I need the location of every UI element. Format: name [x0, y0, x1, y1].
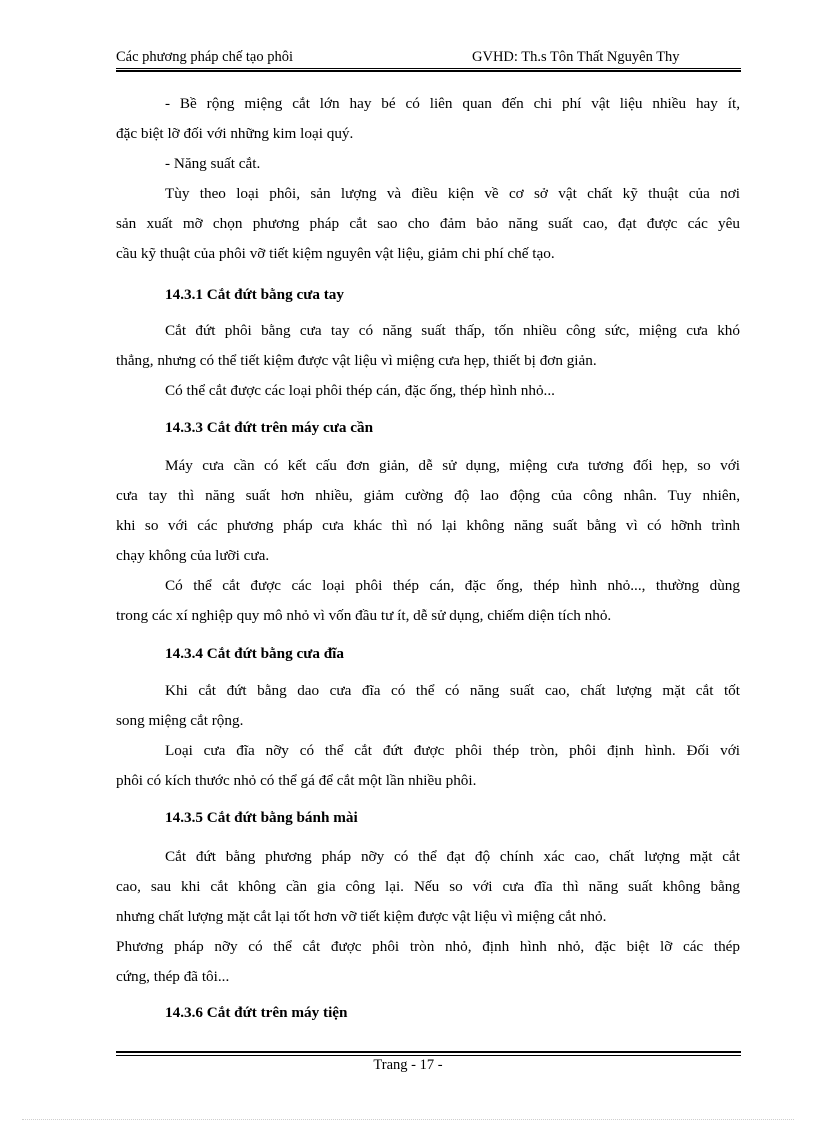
section-heading: 14.3.6 Cắt đứt trên máy tiện: [165, 1004, 348, 1021]
paragraph-line: Phương pháp nỡy có thể cắt được phôi tròn nhỏ, định hình nhỏ, đặc biệt lỡ các thép: [116, 938, 740, 955]
header-title: Các phương pháp chế tạo phôi: [116, 49, 293, 65]
header-rule-thick: [116, 70, 741, 72]
paragraph-line: cưa tay thì năng suất hơn nhiều, giảm cường độ lao động của công nhân. Tuy nhiên,: [116, 487, 740, 504]
header-rule-thin: [116, 68, 741, 69]
paragraph-line: cứng, thép đã tôi...: [116, 968, 230, 985]
paragraph-line: cao, sau khi cắt không cần gia công lại. Nếu so với cưa đĩa thì năng suất không bằng: [116, 878, 740, 895]
paragraph-line: Cắt đứt phôi bằng cưa tay có năng suất thấp, tốn nhiều công sức, miệng cưa khó: [165, 322, 740, 339]
paragraph-line: sản xuất mỡ chọn phương pháp cắt sao cho đảm bảo năng suất cao, đạt được các yêu: [116, 215, 740, 232]
paragraph-line: - Năng suất cắt.: [165, 155, 261, 172]
section-heading: 14.3.5 Cắt đứt bằng bánh mài: [165, 809, 358, 826]
paragraph-line: nhưng chất lượng mặt cắt lại tốt hơn vỡ tiết kiệm được vật liệu vì miệng cắt nhỏ.: [116, 908, 607, 925]
paragraph-line: Tùy theo loại phôi, sản lượng và điều kiện về cơ sở vật chất kỹ thuật của nơi: [165, 185, 740, 202]
section-heading: 14.3.4 Cắt đứt bằng cưa đĩa: [165, 645, 344, 662]
paragraph-line: Cắt đứt bằng phương pháp nỡy có thể đạt độ chính xác cao, chất lượng mặt cắt: [165, 848, 740, 865]
paragraph-line: phôi có kích thước nhỏ có thể gá để cắt một lần nhiều phôi.: [116, 772, 477, 789]
section-heading: 14.3.1 Cắt đứt bằng cưa tay: [165, 286, 344, 303]
paragraph-line: khi so với các phương pháp cưa khác thì nó lại không năng suất bằng vì có hỡnh trình: [116, 517, 740, 534]
page-header: [116, 49, 741, 69]
page-number: Trang - 17 -: [373, 1057, 443, 1073]
paragraph-line: trong các xí nghiệp quy mô nhỏ vì vốn đầu tư ít, dễ sử dụng, chiếm diện tích nhỏ.: [116, 607, 612, 624]
paragraph-line: Loại cưa đĩa nỡy có thể cắt đứt được phôi thép tròn, phôi định hình. Đối với: [165, 742, 740, 759]
paragraph-line: Khi cắt đứt bằng dao cưa đĩa có thể có năng suất cao, chất lượng mặt cắt tốt: [165, 682, 740, 699]
footer-rule-thin: [116, 1055, 741, 1056]
paragraph-line: chạy không của lưỡi cưa.: [116, 547, 270, 564]
footer-rule-thick: [116, 1051, 741, 1053]
paragraph-line: Có thể cắt được các loại phôi thép cán, đặc ống, thép hình nhỏ...: [165, 382, 555, 399]
paragraph-line: cầu kỹ thuật của phôi vỡ tiết kiệm nguyên vật liệu, giảm chi phí chế tạo.: [116, 245, 555, 262]
header-instructor: GVHD: Th.s Tôn Thất Nguyên Thy: [472, 49, 680, 65]
paragraph-line: thẳng, nhưng có thể tiết kiệm được vật liệu vì miệng cưa hẹp, thiết bị đơn giản.: [116, 352, 597, 369]
section-heading: 14.3.3 Cắt đứt trên máy cưa cần: [165, 419, 374, 436]
paragraph-line: - Bề rộng miệng cắt lớn hay bé có liên quan đến chi phí vật liệu nhiều hay ít,: [165, 95, 740, 112]
page-edge-dots: [22, 1119, 794, 1120]
paragraph-line: đặc biệt lỡ đối với những kim loại quý.: [116, 125, 354, 142]
paragraph-line: Có thể cắt được các loại phôi thép cán, đặc ống, thép hình nhỏ..., thường dùng: [165, 577, 740, 594]
paragraph-line: Máy cưa cần có kết cấu đơn giản, dễ sử dụng, miệng cưa tương đối hẹp, so với: [165, 457, 740, 474]
paragraph-line: song miệng cắt rộng.: [116, 712, 244, 729]
